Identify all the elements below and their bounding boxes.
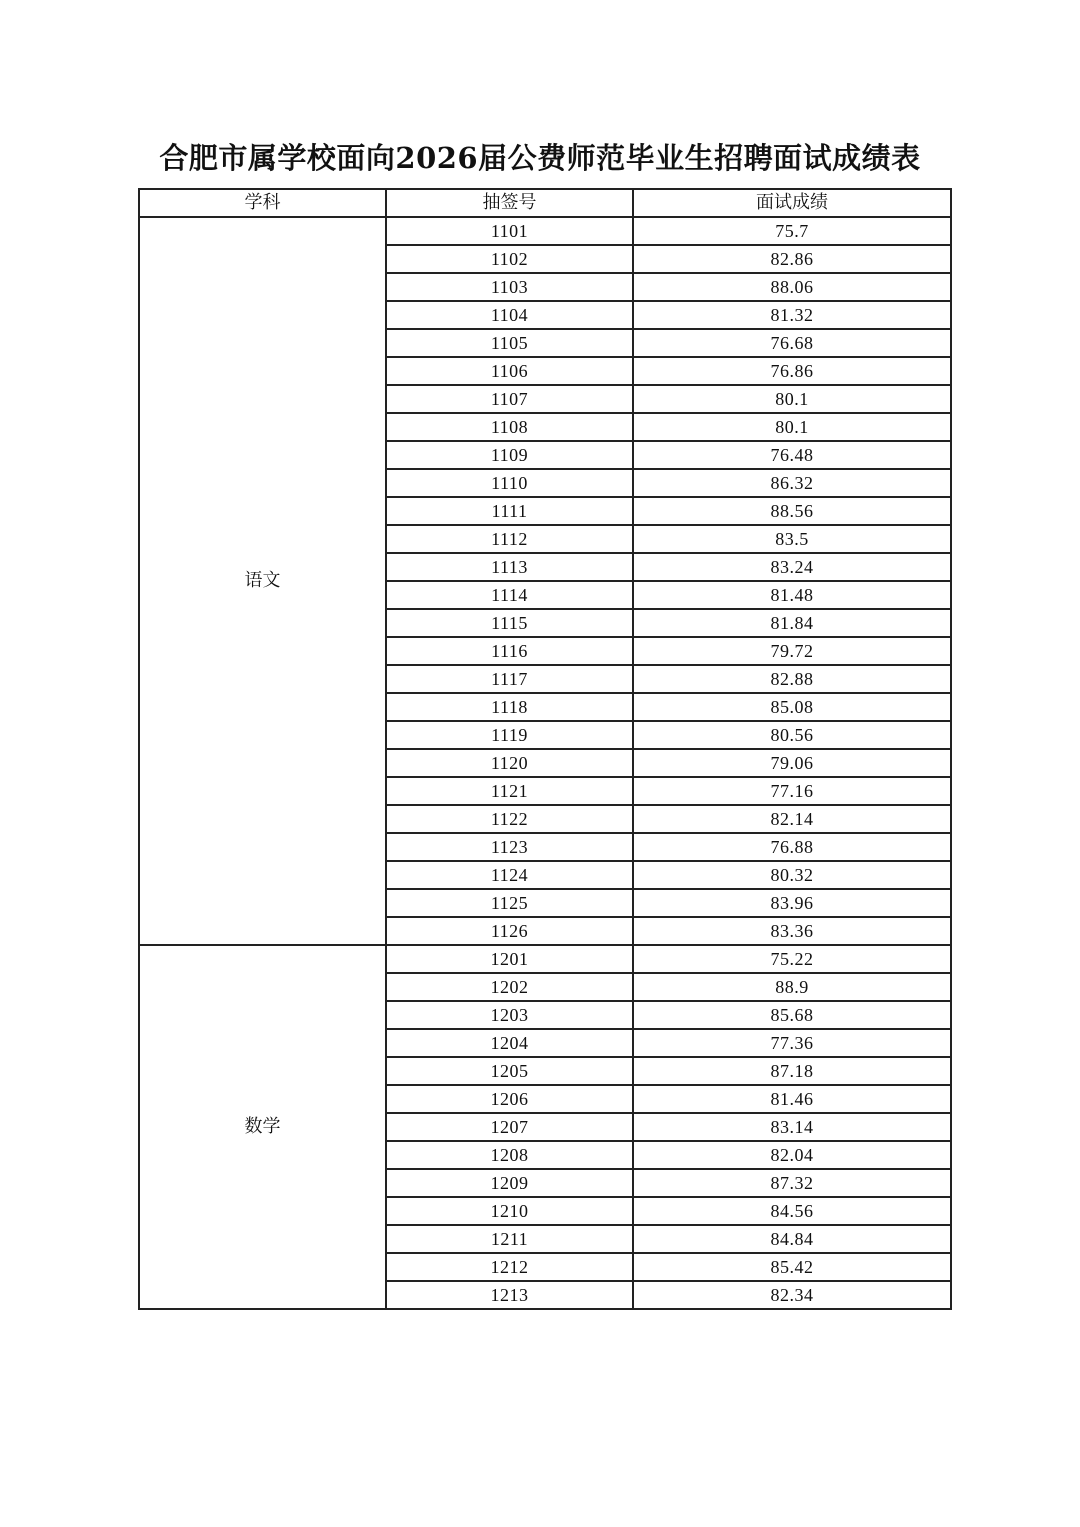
interview-score-cell: 81.46 — [633, 1085, 951, 1113]
interview-score-cell: 76.48 — [633, 441, 951, 469]
interview-score-cell: 85.42 — [633, 1253, 951, 1281]
interview-score-cell: 85.68 — [633, 1001, 951, 1029]
draw-number-cell: 1103 — [386, 273, 633, 301]
page-title: 合肥市属学校面向2026届公费师范毕业生招聘面试成绩表 — [159, 141, 921, 175]
header-subject: 学科 — [139, 189, 386, 217]
draw-number-cell: 1207 — [386, 1113, 633, 1141]
draw-number-cell: 1201 — [386, 945, 633, 973]
table-row — [139, 217, 951, 245]
interview-score-cell: 83.96 — [633, 889, 951, 917]
interview-score-cell: 79.72 — [633, 637, 951, 665]
draw-number-cell: 1206 — [386, 1085, 633, 1113]
interview-score-cell: 81.32 — [633, 301, 951, 329]
interview-score-cell: 83.36 — [633, 917, 951, 945]
draw-number-cell: 1113 — [386, 553, 633, 581]
draw-number-cell: 1115 — [386, 609, 633, 637]
interview-score-cell: 82.14 — [633, 805, 951, 833]
interview-score-cell: 77.36 — [633, 1029, 951, 1057]
draw-number-cell: 1208 — [386, 1141, 633, 1169]
interview-score-cell: 87.32 — [633, 1169, 951, 1197]
draw-number-cell: 1125 — [386, 889, 633, 917]
draw-number-cell: 1105 — [386, 329, 633, 357]
interview-score-cell: 76.68 — [633, 329, 951, 357]
draw-number-cell: 1213 — [386, 1281, 633, 1309]
interview-score-cell: 85.08 — [633, 693, 951, 721]
interview-score-cell: 82.86 — [633, 245, 951, 273]
header-interview-score: 面试成绩 — [633, 189, 951, 217]
subject-cell: 语文 — [139, 217, 386, 945]
draw-number-cell: 1119 — [386, 721, 633, 749]
draw-number-cell: 1121 — [386, 777, 633, 805]
interview-score-cell: 84.84 — [633, 1225, 951, 1253]
interview-score-cell: 75.22 — [633, 945, 951, 973]
draw-number-cell: 1209 — [386, 1169, 633, 1197]
draw-number-cell: 1108 — [386, 413, 633, 441]
interview-score-cell: 83.24 — [633, 553, 951, 581]
subject-cell: 数学 — [139, 945, 386, 1309]
interview-score-cell: 81.84 — [633, 609, 951, 637]
interview-score-cell: 76.88 — [633, 833, 951, 861]
interview-score-cell: 83.5 — [633, 525, 951, 553]
draw-number-cell: 1117 — [386, 665, 633, 693]
interview-score-cell: 80.1 — [633, 385, 951, 413]
interview-score-cell: 83.14 — [633, 1113, 951, 1141]
table-header-row — [139, 189, 951, 217]
draw-number-cell: 1118 — [386, 693, 633, 721]
interview-score-cell: 84.56 — [633, 1197, 951, 1225]
interview-score-cell: 88.56 — [633, 497, 951, 525]
draw-number-cell: 1112 — [386, 525, 633, 553]
draw-number-cell: 1101 — [386, 217, 633, 245]
draw-number-cell: 1114 — [386, 581, 633, 609]
interview-score-cell: 77.16 — [633, 777, 951, 805]
draw-number-cell: 1107 — [386, 385, 633, 413]
interview-score-cell: 79.06 — [633, 749, 951, 777]
draw-number-cell: 1204 — [386, 1029, 633, 1057]
draw-number-cell: 1102 — [386, 245, 633, 273]
draw-number-cell: 1202 — [386, 973, 633, 1001]
draw-number-cell: 1124 — [386, 861, 633, 889]
draw-number-cell: 1123 — [386, 833, 633, 861]
interview-score-cell: 87.18 — [633, 1057, 951, 1085]
interview-score-cell: 88.06 — [633, 273, 951, 301]
draw-number-cell: 1203 — [386, 1001, 633, 1029]
draw-number-cell: 1104 — [386, 301, 633, 329]
interview-score-cell: 82.04 — [633, 1141, 951, 1169]
draw-number-cell: 1205 — [386, 1057, 633, 1085]
interview-score-table — [138, 188, 952, 1310]
draw-number-cell: 1126 — [386, 917, 633, 945]
draw-number-cell: 1120 — [386, 749, 633, 777]
draw-number-cell: 1106 — [386, 357, 633, 385]
draw-number-cell: 1116 — [386, 637, 633, 665]
interview-score-cell: 80.32 — [633, 861, 951, 889]
interview-score-cell: 86.32 — [633, 469, 951, 497]
header-draw-number: 抽签号 — [386, 189, 633, 217]
draw-number-cell: 1211 — [386, 1225, 633, 1253]
table-row — [139, 945, 951, 973]
draw-number-cell: 1109 — [386, 441, 633, 469]
draw-number-cell: 1122 — [386, 805, 633, 833]
interview-score-cell: 75.7 — [633, 217, 951, 245]
table-body — [139, 217, 951, 1309]
draw-number-cell: 1210 — [386, 1197, 633, 1225]
interview-score-cell: 82.88 — [633, 665, 951, 693]
draw-number-cell: 1111 — [386, 497, 633, 525]
interview-score-cell: 80.1 — [633, 413, 951, 441]
interview-score-cell: 76.86 — [633, 357, 951, 385]
draw-number-cell: 1212 — [386, 1253, 633, 1281]
interview-score-cell: 82.34 — [633, 1281, 951, 1309]
interview-score-cell: 80.56 — [633, 721, 951, 749]
interview-score-cell: 81.48 — [633, 581, 951, 609]
draw-number-cell: 1110 — [386, 469, 633, 497]
interview-score-cell: 88.9 — [633, 973, 951, 1001]
